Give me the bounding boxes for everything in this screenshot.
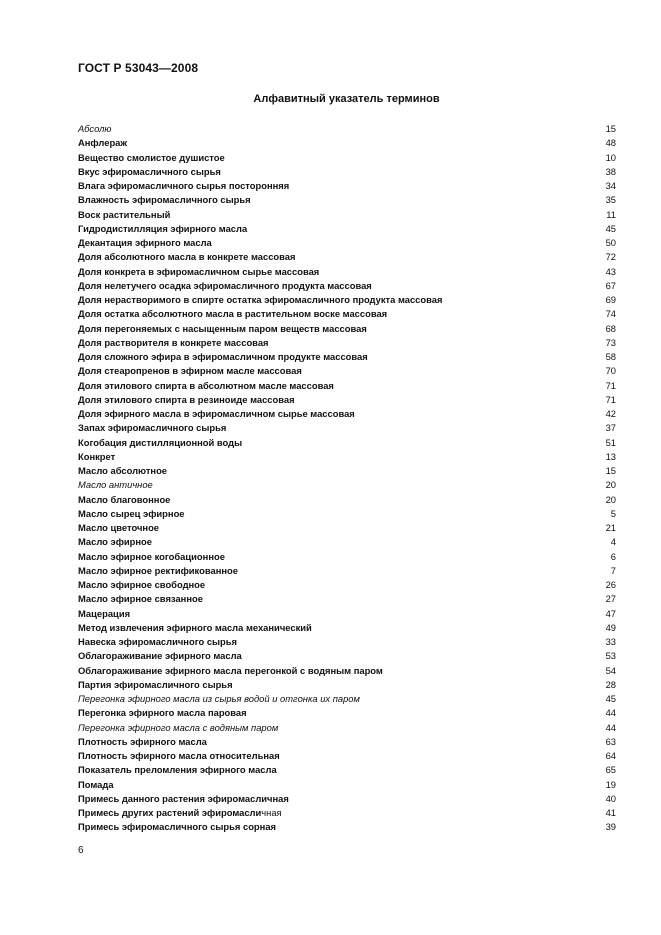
- index-term: [78, 806, 282, 820]
- index-entry: [78, 436, 616, 450]
- index-entry: [78, 592, 616, 606]
- index-entry: [78, 208, 616, 222]
- index-page-ref: 15: [605, 123, 616, 134]
- index-entry: [78, 265, 616, 279]
- index-entry: [78, 122, 616, 136]
- index-entry: [78, 165, 616, 179]
- index-entry: [78, 649, 616, 663]
- index-entry: [78, 721, 616, 735]
- index-entry: [78, 507, 616, 521]
- index-term: Перегонка эфирного масла с водяным паром: [78, 721, 279, 733]
- index-page-ref: 71: [605, 379, 616, 391]
- index-term: Доля нерастворимого в спирте остатка эфиромасличного продукта массовая: [78, 294, 443, 305]
- index-term: Доля конкрета в эфиромасличном сырье массовая: [78, 265, 320, 277]
- index-term: Декантация эфирного масла: [78, 237, 212, 248]
- index-page-ref: 43: [605, 265, 616, 277]
- index-term: Абсолю: [78, 123, 112, 134]
- index-page-ref: 27: [605, 593, 616, 605]
- index-entry: [78, 692, 616, 706]
- index-entry: [78, 193, 616, 207]
- index-page-ref: 44: [605, 707, 616, 719]
- index-entry: [78, 293, 616, 307]
- index-term: Облагораживание эфирного масла перегонкой с водяным паром: [78, 664, 383, 676]
- index-term: Масло античное: [78, 479, 153, 491]
- index-page-ref: 73: [605, 336, 616, 348]
- index-page-ref: 70: [605, 365, 616, 377]
- index-page-ref: 68: [605, 322, 616, 334]
- index-entry: [78, 350, 616, 364]
- index-page-ref: 5: [610, 507, 616, 519]
- index-page-ref: 10: [605, 151, 616, 163]
- index-entry: [78, 607, 616, 621]
- index-term: Плотность эфирного масла относительная: [78, 750, 280, 761]
- index-page-ref: 20: [605, 493, 616, 505]
- index-page-ref: 19: [605, 778, 616, 790]
- index-page-ref: 63: [605, 735, 616, 747]
- index-page-ref: 21: [605, 522, 616, 533]
- index-page-ref: 54: [605, 664, 616, 676]
- index-page-ref: 11: [606, 208, 616, 220]
- index-term: Конкрет: [78, 450, 116, 462]
- index-entry: [78, 222, 616, 236]
- index-page-ref: 37: [605, 422, 616, 434]
- index-entry: [78, 236, 616, 250]
- index-entry: [78, 393, 616, 407]
- index-entry: [78, 678, 616, 692]
- index-page-ref: 71: [605, 393, 616, 405]
- index-page-ref: 45: [605, 693, 616, 704]
- index-entry: [78, 136, 616, 150]
- index-term: Примесь эфиромасличного сырья сорная: [78, 821, 277, 833]
- index-term: Вкус эфиромасличного сырья: [78, 165, 221, 177]
- index-term: Показатель преломления эфирного масла: [78, 764, 277, 776]
- index-term: Масло эфирное: [78, 536, 152, 548]
- index-entry: [78, 364, 616, 378]
- index-page-ref: 45: [605, 222, 616, 234]
- index-term: Анфлераж: [78, 137, 128, 149]
- index-entry: [78, 706, 616, 720]
- index-term: Масло эфирное ректификованное: [78, 564, 238, 576]
- index-page-ref: 40: [605, 792, 616, 804]
- index-term: Влажность эфиромасличного сырья: [78, 194, 251, 206]
- index-page-ref: 39: [605, 821, 616, 833]
- index-page-ref: 53: [605, 650, 616, 662]
- index-page-ref: 64: [605, 750, 616, 761]
- index-term: Масло абсолютное: [78, 465, 168, 476]
- index-term-bold-part: Примесь других растений эфиромасли: [78, 807, 262, 818]
- page-number: 6: [78, 845, 84, 856]
- index-entry: [78, 336, 616, 350]
- index-term-regular-part: чная: [261, 807, 282, 818]
- index-page-ref: 38: [605, 165, 616, 177]
- index-term: Помада: [78, 778, 114, 790]
- index-entry: [78, 749, 616, 763]
- index-entry: [78, 564, 616, 578]
- index-term: Мацерация: [78, 607, 131, 619]
- index-entry: [78, 735, 616, 749]
- index-entry: [78, 621, 616, 635]
- index-term: Доля остатка абсолютного масла в растительном воске массовая: [78, 308, 388, 320]
- index-page-ref: 20: [605, 479, 616, 491]
- term-index-list: [78, 122, 616, 835]
- index-term: Влага эфиромасличного сырья посторонняя: [78, 180, 290, 191]
- index-term: Масло эфирное связанное: [78, 593, 203, 605]
- index-entry: [78, 635, 616, 649]
- index-page-ref: 6: [610, 550, 616, 562]
- index-entry: [78, 493, 616, 507]
- index-entry: [78, 279, 616, 293]
- index-term: Облагораживание эфирного масла: [78, 650, 242, 662]
- index-term: Доля абсолютного масла в конкрете массовая: [78, 251, 296, 263]
- index-entry: [78, 792, 616, 806]
- index-page-ref: 42: [605, 408, 616, 419]
- index-page-ref: 48: [605, 137, 616, 149]
- index-term: Масло эфирное когобационное: [78, 550, 225, 562]
- index-entry: [78, 464, 616, 478]
- index-entry: [78, 250, 616, 264]
- index-page-ref: 15: [605, 465, 616, 476]
- index-page-ref: 41: [605, 807, 616, 818]
- index-page-ref: 65: [605, 764, 616, 776]
- index-page-ref: 35: [605, 194, 616, 206]
- index-page-ref: 67: [605, 279, 616, 291]
- index-term: Гидродистилляция эфирного масла: [78, 222, 248, 234]
- index-page-ref: 4: [610, 536, 616, 548]
- index-page-ref: 72: [605, 251, 616, 263]
- index-entry: [78, 478, 616, 492]
- index-term: Доля растворителя в конкрете массовая: [78, 336, 269, 348]
- standard-code: ГОСТ Р 53043—2008: [78, 61, 199, 75]
- index-term: Доля стеаропренов в эфирном масле массовая: [78, 365, 302, 377]
- index-term: Перегонка эфирного масла паровая: [78, 707, 247, 719]
- index-term: Плотность эфирного масла: [78, 735, 207, 747]
- index-page-ref: 7: [610, 564, 616, 576]
- index-page-ref: 33: [605, 636, 616, 647]
- index-entry: [78, 664, 616, 678]
- index-term: Доля этилового спирта в резиноиде массовая: [78, 393, 295, 405]
- index-page-ref: 74: [605, 308, 616, 320]
- index-term: Метод извлечения эфирного масла механический: [78, 621, 312, 633]
- index-entry: [78, 322, 616, 336]
- index-term: Масло благовонное: [78, 493, 171, 505]
- index-term: Воск растительный: [78, 208, 171, 220]
- index-title: Алфавитный указатель терминов: [253, 93, 440, 105]
- index-entry: [78, 407, 616, 421]
- index-page-ref: 51: [605, 436, 616, 448]
- index-page-ref: 50: [605, 237, 616, 248]
- index-term: Вещество смолистое душистое: [78, 151, 225, 163]
- index-entry: [78, 151, 616, 165]
- index-entry: [78, 778, 616, 792]
- index-entry: [78, 421, 616, 435]
- index-entry: [78, 521, 616, 535]
- index-page-ref: 69: [605, 294, 616, 305]
- index-page-ref: 28: [605, 678, 616, 690]
- index-term: Доля этилового спирта в абсолютном масле массовая: [78, 379, 334, 391]
- index-entry: [78, 820, 616, 834]
- index-entry: [78, 535, 616, 549]
- index-term: Масло цветочное: [78, 522, 160, 533]
- index-entry: [78, 550, 616, 564]
- index-term: Когобация дистилляционной воды: [78, 436, 243, 448]
- index-term: Партия эфиромасличного сырья: [78, 678, 233, 690]
- index-term: Доля перегоняемых с насыщенным паром веществ массовая: [78, 322, 367, 334]
- index-term: Масло сырец эфирное: [78, 507, 185, 519]
- index-entry: [78, 307, 616, 321]
- index-entry: [78, 450, 616, 464]
- index-page-ref: 49: [605, 621, 616, 633]
- index-page-ref: 26: [605, 579, 616, 590]
- index-term: Доля нелетучего осадка эфиромасличного продукта массовая: [78, 279, 372, 291]
- index-page-ref: 34: [605, 180, 616, 191]
- index-page-ref: 58: [605, 351, 616, 362]
- index-term: Навеска эфиромасличного сырья: [78, 636, 237, 647]
- index-entry: [78, 578, 616, 592]
- index-entry: [78, 379, 616, 393]
- index-entry: [78, 763, 616, 777]
- index-page-ref: 13: [605, 450, 616, 462]
- index-page-ref: 44: [605, 721, 616, 733]
- index-term: Запах эфиромасличного сырья: [78, 422, 227, 434]
- index-term: Примесь данного растения эфиромасличная: [78, 792, 289, 804]
- index-term: Доля эфирного масла в эфиромасличном сырье массовая: [78, 408, 355, 419]
- index-term: Масло эфирное свободное: [78, 579, 206, 590]
- index-entry: [78, 179, 616, 193]
- index-term: Перегонка эфирного масла из сырья водой и отгонка их паром: [78, 693, 360, 704]
- index-term: Доля сложного эфира в эфиромасличном продукте массовая: [78, 351, 368, 362]
- index-entry: [78, 806, 616, 820]
- index-page-ref: 47: [605, 607, 616, 619]
